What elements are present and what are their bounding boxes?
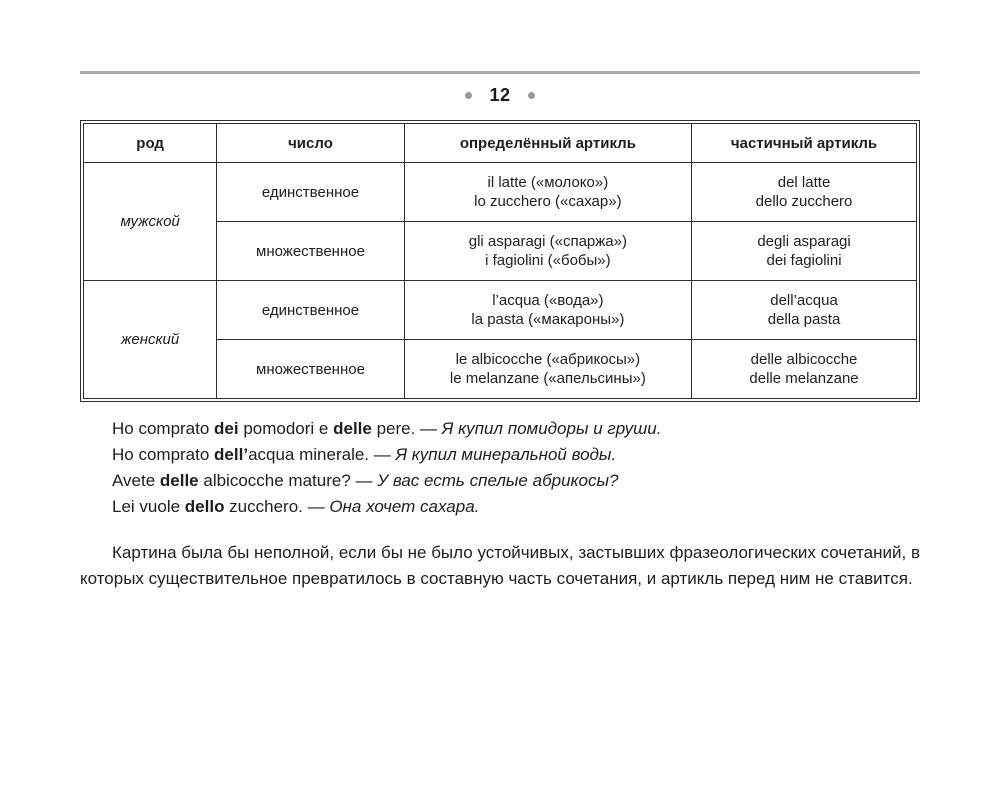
page-number: 12 (489, 84, 511, 105)
example-article-bold: dell’ (214, 445, 249, 464)
number-cell: множественное (217, 222, 404, 281)
partitive-article-cell: delle albicocche delle melanzane (692, 340, 917, 399)
example-text: pere. — (371, 419, 442, 438)
gender-cell: мужской (84, 163, 217, 281)
table-body (84, 163, 917, 399)
example-text: pomodori e (238, 419, 334, 438)
definite-article-cell: le albicocche («абрикосы») le melanzane («апельсины») (404, 340, 691, 399)
example-article-bold: dei (214, 419, 239, 438)
book-page (0, 71, 1000, 592)
column-header-number: число (217, 124, 404, 163)
partitive-article-cell: del latte dello zucchero (692, 163, 917, 222)
header-rule (80, 71, 920, 74)
example-text: zucchero. — (224, 497, 330, 516)
example-article-bold: dello (184, 497, 225, 516)
partitive-article-cell: dell’acqua della pasta (692, 281, 917, 340)
definite-article-cell: il latte («молоко») lo zucchero («сахар») (404, 163, 691, 222)
definite-article-cell: l’acqua («вода») la pasta («макароны») (404, 281, 691, 340)
partitive-article-cell: degli asparagi dei fagiolini (692, 222, 917, 281)
articles-table-frame (80, 120, 920, 402)
example-translation-italic: Я купил помидоры и груши. (441, 419, 662, 438)
table-header-row (84, 124, 917, 163)
page-number-bullet-right (528, 92, 535, 99)
number-cell: множественное (217, 340, 404, 399)
example-article-bold: delle (159, 471, 199, 490)
example-sentence (112, 416, 920, 442)
example-article-bold: delle (333, 419, 372, 438)
column-header-definite-article: определённый артикль (404, 124, 691, 163)
table-row (84, 163, 917, 222)
number-cell: единственное (217, 163, 404, 222)
example-sentences (80, 416, 920, 520)
column-header-partitive-article: частичный артикль (692, 124, 917, 163)
example-translation-italic: У вас есть спелые абрикосы? (377, 471, 619, 490)
column-header-gender: род (84, 124, 217, 163)
example-text: Ho comprato (112, 445, 215, 464)
example-text: Lei vuole (112, 497, 185, 516)
example-sentence (112, 442, 920, 468)
number-cell: единственное (217, 281, 404, 340)
table-row (84, 281, 917, 340)
example-text: Ho comprato (112, 419, 215, 438)
example-translation-italic: Она хочет сахара. (329, 497, 480, 516)
example-sentence (112, 494, 920, 520)
example-text: Avete (112, 471, 160, 490)
body-paragraph: Картина была бы неполной, если бы не было устойчивых, застывших фразеологических сочетаний, в которых существительное превратилось в составную часть сочетания, и артикль перед ним не ставится. (80, 543, 920, 588)
gender-cell: женский (84, 281, 217, 399)
example-text: albicocche mature? — (198, 471, 378, 490)
definite-article-cell: gli asparagi («спаржа») i fagiolini («бобы») (404, 222, 691, 281)
page-number-bullet-left (465, 92, 472, 99)
example-text: acqua minerale. — (248, 445, 396, 464)
example-sentence (112, 468, 920, 494)
articles-table (83, 123, 917, 399)
example-translation-italic: Я купил минеральной воды. (395, 445, 617, 464)
page-number-row (80, 83, 920, 107)
